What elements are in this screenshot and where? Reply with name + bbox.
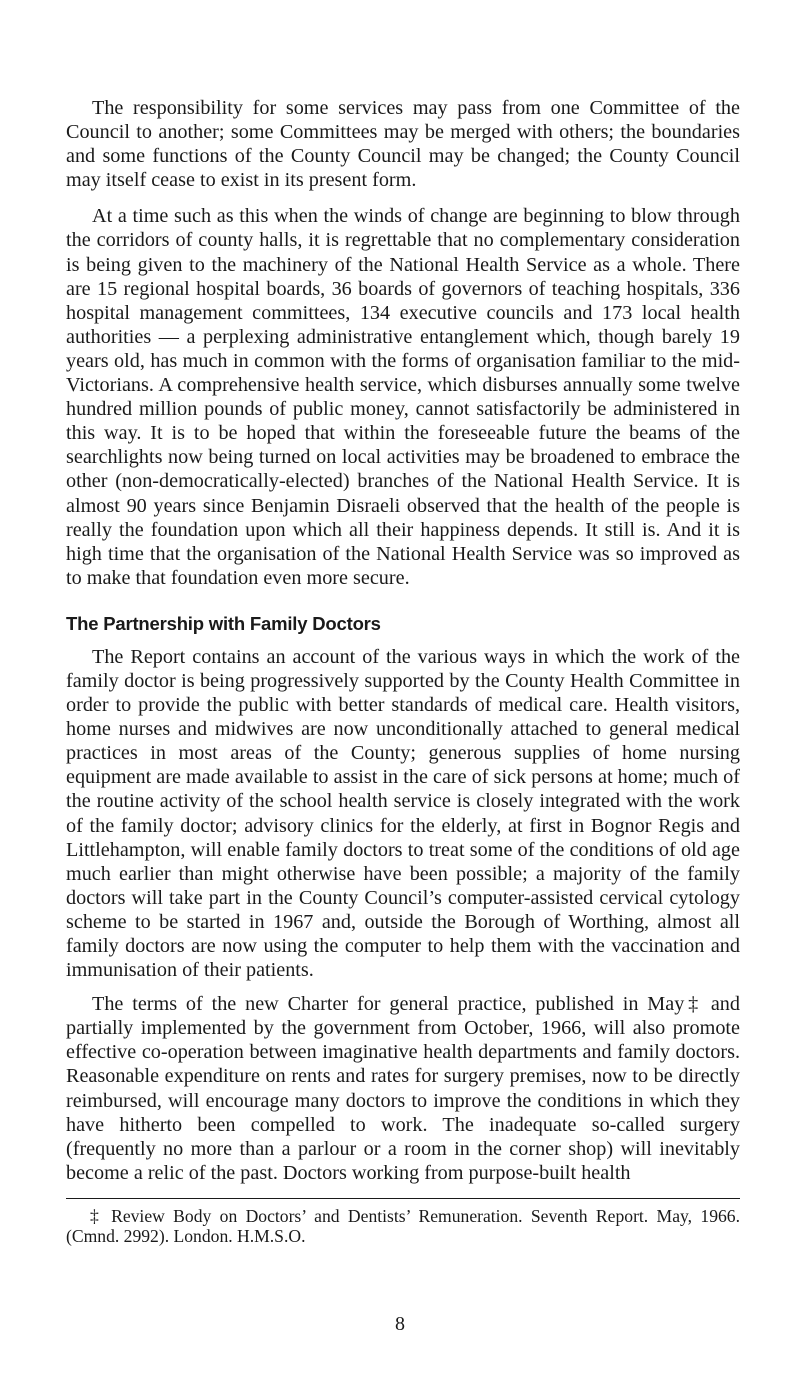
paragraph-committee-responsibility: The responsibility for some services may pass from one Committee of the Council to another; some Committees may be merged with others; the boundaries and some functions of the County Council may be changed; the County Council may itself cease to exist in its present form. bbox=[66, 97, 740, 192]
section-heading: The Partnership with Family Doctors bbox=[66, 612, 381, 634]
footnote-divider bbox=[66, 1198, 740, 1199]
paragraph-new-charter: The terms of the new Charter for general practice, published in May‡ and partially implemented by the government from October, 1966, will also promote effective co-operation between imaginative health departments and family doctors. Reasonable expenditure on rents and rates for surgery premises, now to be directly reimbursed, will encourage many doctors to improve the conditions in which they have hitherto been compelled to work. The inadequate so-called surgery (frequently no more than a parlour or a room in the corner shop) will inevitably become a relic of the past. Doctors working from purpose-built health bbox=[66, 993, 740, 1184]
paragraph-winds-of-change: At a time such as this when the winds of change are beginning to blow through the corridors of county halls, it is regrettable that no complementary consideration is being given to the machinery of the National Health Service as a whole. There are 15 regional hospital boards, 36 boards of governors of teaching hospitals, 336 hospital management committees, 134 executive councils and 173 local health authorities — a perplexing administrative entanglement which, though barely 19 years old, has much in common with the forms of organisation familiar to the mid-Victorians. A comprehensive health service, which disburses annually some twelve hundred million pounds of public money, cannot satisfactorily be administered in this way. It is to be hoped that within the foreseeable future the beams of the searchlights now being turned on local activities may be broadened to embrace the other (non-democratically-elected) branches of the National Health Service. It is almost 90 years since Benjamin Disraeli observed that the health of the people is really the foundation upon which all their happiness depends. It still is. And it is high time that the organisation of the National Health Service was so improved as to make that foundation even more secure. bbox=[66, 205, 740, 589]
footnote: ‡ Review Body on Doctors’ and Dentists’ Remuneration. Seventh Report. May, 1966. (Cmnd. 2992). London. H.M.S.O. bbox=[66, 1205, 740, 1247]
paragraph-family-doctor-support: The Report contains an account of the various ways in which the work of the family doctor is being progressively supported by the County Health Committee in order to provide the public with better standards of medical care. Health visitors, home nurses and midwives are now unconditionally attached to general medical practices in most areas of the County; generous supplies of home nursing equipment are made available to assist in the care of sick persons at home; much of the routine activity of the school health service is closely integrated with the work of the family doctor; advisory clinics for the elderly, at first in Bognor Regis and Littlehampton, will enable family doctors to treat some of the conditions of old age much earlier than might otherwise have been possible; a majority of the family doctors will take part in the County Council’s computer-assisted cervical cytology scheme to be started in 1967 and, outside the Borough of Worthing, almost all family doctors are now using the computer to help them with the vaccination and immunisation of their patients. bbox=[66, 645, 740, 982]
page-number: 8 bbox=[395, 1313, 405, 1335]
document-page bbox=[66, 96, 740, 1247]
